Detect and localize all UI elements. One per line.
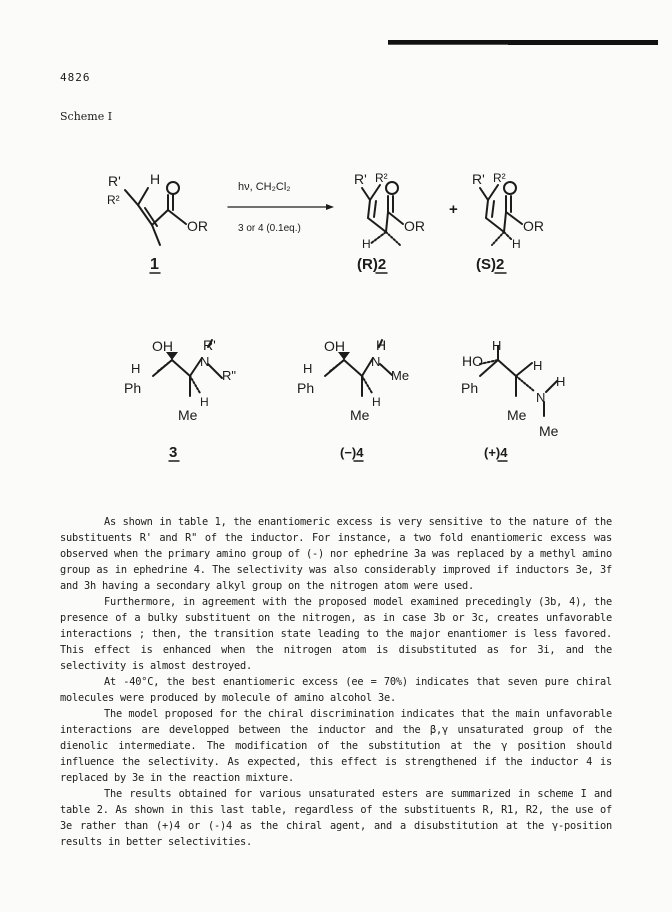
atom-Hb-3: H [200,395,209,409]
atom-H-S: H [512,237,521,251]
atom-OH-3: OH [152,338,173,354]
compound-label-1: 1 [150,256,159,273]
atom-R2: R² [107,193,120,207]
atom-Hb-m4: H [372,395,381,409]
atom-R1-R: R' [354,171,367,187]
atom-R2-R: R² [375,171,388,185]
atom-Rp-3: R' [203,337,216,353]
atom-H-N-m4: H [376,337,387,353]
atom-H: H [150,171,161,187]
paragraph: The model proposed for the chiral discrimination indicates that the main unfavorable interactions are developped between the inductor and the β,γ unsaturated group of the dienolic intermediate. The modification of the substitution at the γ position should influence the selectivity. As expected, this effect is strengthened if the inductor 4 is replaced by 3e in the reaction mixture. [60,708,612,784]
atom-R1: R' [108,173,121,189]
paragraph: Furthermore, in agreement with the proposed model examined precedingly (3b, 4), the presence of a bulky substituent on the nitrogen, as in case 3b or 3c, creates unfavorable interactions ; then, the transition state leading to the major enantiomer is less favored. This effect is enhanced when the nitrogen atom is disubstituted as for 3i, and the selectivity is almost destroyed. [60,596,612,672]
atom-OR-R: OR [404,218,425,234]
atom-Me-N-m4: Me [391,368,410,383]
substrate-structure [125,182,186,245]
atom-R2-S: R² [493,171,506,185]
atom-Ph-m4: Ph [297,380,315,396]
article-body [60,514,612,850]
atom-N-3: N [200,354,210,369]
atom-OR: OR [187,218,208,234]
reaction-conditions-bottom: 3 or 4 (0.1eq.) [238,223,301,234]
product-S-structure [480,182,522,245]
atom-Me-3: Me [178,407,198,423]
atom-HO-p4: HO [462,353,483,369]
compound-label-plus4: (+)4 [484,445,508,460]
atom-OR-S: OR [523,218,544,234]
plus-sign: + [449,201,458,218]
compound-label-S2: (S)2 [476,256,505,273]
atom-H-m4: H [303,361,313,376]
atom-R1-S: R' [472,171,485,187]
atom-Ph-p4: Ph [461,380,479,396]
page-number: 4826 [60,71,91,84]
atom-Me-m4: Me [350,407,370,423]
reaction-conditions-top: hν, CH₂Cl₂ [238,181,291,193]
atom-Ph-3: Ph [124,380,142,396]
paragraph: As shown in table 1, the enantiomeric excess is very sensitive to the nature of the substituents R' and R" of the inductor. For instance, a two fold enantiomeric excess was observed when the primary amino group of (-) nor ephedrine 3a was replaced by a methyl amino group as in ephedrine 4. The selectivity was also considerably improved if inductors 3e, 3f and 3h having a secondary alkyl group on the nitrogen atom were used. [60,516,612,592]
atom-H-3: H [131,361,141,376]
atom-Me-N-p4: Me [539,423,559,439]
ephedrine-plus-structure [480,346,557,416]
atom-N-m4: N [371,354,381,369]
atom-OH-m4: OH [324,338,345,354]
atom-H-R: H [362,237,371,251]
atom-N-p4: N [536,390,546,405]
atom-Rpp-3: R" [222,368,237,383]
compound-label-R2: (R)2 [357,256,387,273]
compound-label-minus4: (−)4 [340,445,364,460]
atom-Me-p4: Me [507,407,527,423]
atom-H-N-p4: H [556,374,566,389]
scheme-title: Scheme I [60,110,113,123]
compound-label-3: 3 [169,444,178,461]
atom-H-p4: H [533,358,543,373]
paragraph: At -40°C, the best enantiomeric excess (ee = 70%) indicates that seven pure chiral molecules were produced by molecule of amino alcohol 3e. [60,676,612,704]
atom-H-top-p4: H [492,338,502,353]
paragraph: The results obtained for various unsaturated esters are summarized in scheme I and table 2. As shown in this last table, regardless of the substituents R, R1, R2, the use of 3e rather than (+)4 or (-)4 as the chiral agent, and a disubstitution at the γ-position results in better selectivities. [60,788,612,848]
product-R-structure [362,182,403,245]
